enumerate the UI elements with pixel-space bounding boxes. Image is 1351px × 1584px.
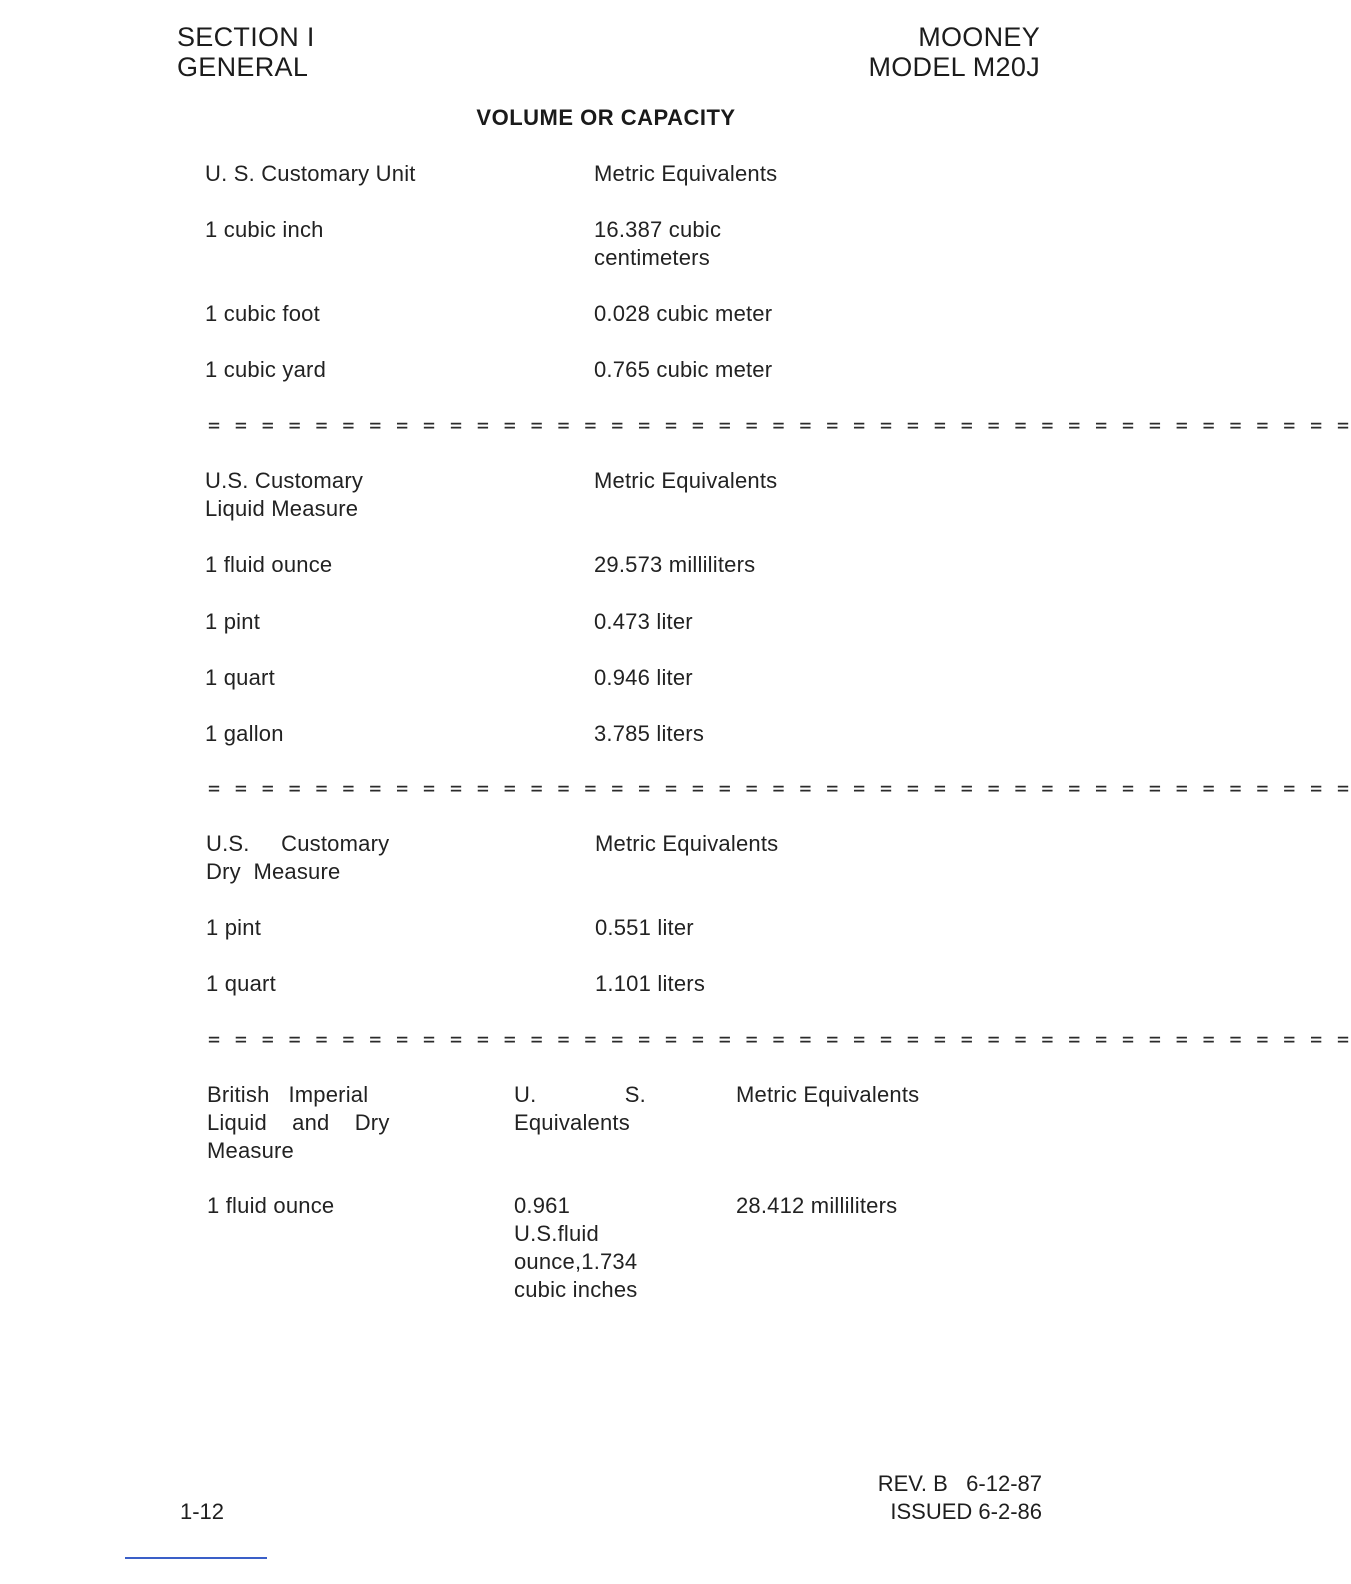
british-header-metric: Metric Equivalents: [736, 1082, 920, 1107]
volume-row-us: 1 cubic foot: [205, 301, 320, 326]
volume-row-us: 1 cubic inch: [205, 217, 324, 242]
volume-row-metric: 0.765 cubic meter: [594, 357, 773, 382]
dry-header-metric: Metric Equivalents: [595, 831, 779, 856]
volume-header-metric: Metric Equivalents: [594, 161, 778, 186]
liquid-row-metric: 29.573 milliliters: [594, 552, 756, 577]
british-header-us: U. S. Equivalents: [514, 1082, 646, 1135]
volume-row-us: 1 cubic yard: [205, 357, 327, 382]
british-row-metric: 28.412 milliliters: [736, 1193, 898, 1218]
liquid-row-us: 1 quart: [205, 665, 275, 690]
section-divider: = = = = = = = = = = = = = = = = = = = = = = = = = = = = = = = = = = = = = = = = = = =: [208, 413, 1351, 437]
model-name: MODEL M20J: [868, 52, 1040, 82]
section-number: SECTION I: [177, 22, 315, 52]
page-title: VOLUME OR CAPACITY: [476, 105, 736, 130]
section-divider: = = = = = = = = = = = = = = = = = = = = = = = = = = = = = = = = = = = = = = = = = = =: [208, 776, 1351, 800]
dry-row-us: 1 quart: [206, 971, 276, 996]
liquid-row-us: 1 pint: [205, 609, 261, 634]
scan-mark: [125, 1557, 267, 1559]
british-header-imperial: British Imperial Liquid and Dry Measure: [207, 1082, 390, 1163]
liquid-row-us: 1 fluid ounce: [205, 552, 333, 577]
liquid-header-metric: Metric Equivalents: [594, 468, 778, 493]
dry-row-metric: 0.551 liter: [595, 915, 694, 940]
manufacturer-name: MOONEY: [918, 22, 1040, 52]
dry-header-us: U.S. Customary Dry Measure: [206, 831, 390, 884]
revision-info: [878, 1470, 1042, 1526]
liquid-row-metric: 3.785 liters: [594, 721, 705, 746]
dry-row-us: 1 pint: [206, 915, 262, 940]
british-row-imperial: 1 fluid ounce: [207, 1193, 335, 1218]
dry-row-metric: 1.101 liters: [595, 971, 706, 996]
liquid-row-metric: 0.473 liter: [594, 609, 693, 634]
liquid-row-us: 1 gallon: [205, 721, 284, 746]
page-number: 1-12: [180, 1499, 225, 1524]
liquid-row-metric: 0.946 liter: [594, 665, 693, 690]
aircraft-label: [868, 22, 1040, 82]
volume-header-us: U. S. Customary Unit: [205, 161, 416, 186]
issued-date: ISSUED 6-2-86: [890, 1499, 1042, 1524]
volume-row-metric: 0.028 cubic meter: [594, 301, 773, 326]
volume-row-metric: 16.387 cubic centimeters: [594, 217, 722, 270]
revision-date: REV. B 6-12-87: [877, 1471, 1042, 1496]
section-name: GENERAL: [177, 52, 309, 82]
section-label: [177, 22, 315, 82]
section-divider: = = = = = = = = = = = = = = = = = = = = = = = = = = = = = = = = = = = = = = = = = = =: [208, 1027, 1351, 1051]
liquid-header-us: U.S. Customary Liquid Measure: [205, 468, 364, 521]
british-row-us: 0.961 U.S.fluid ounce,1.734 cubic inches: [514, 1193, 638, 1302]
